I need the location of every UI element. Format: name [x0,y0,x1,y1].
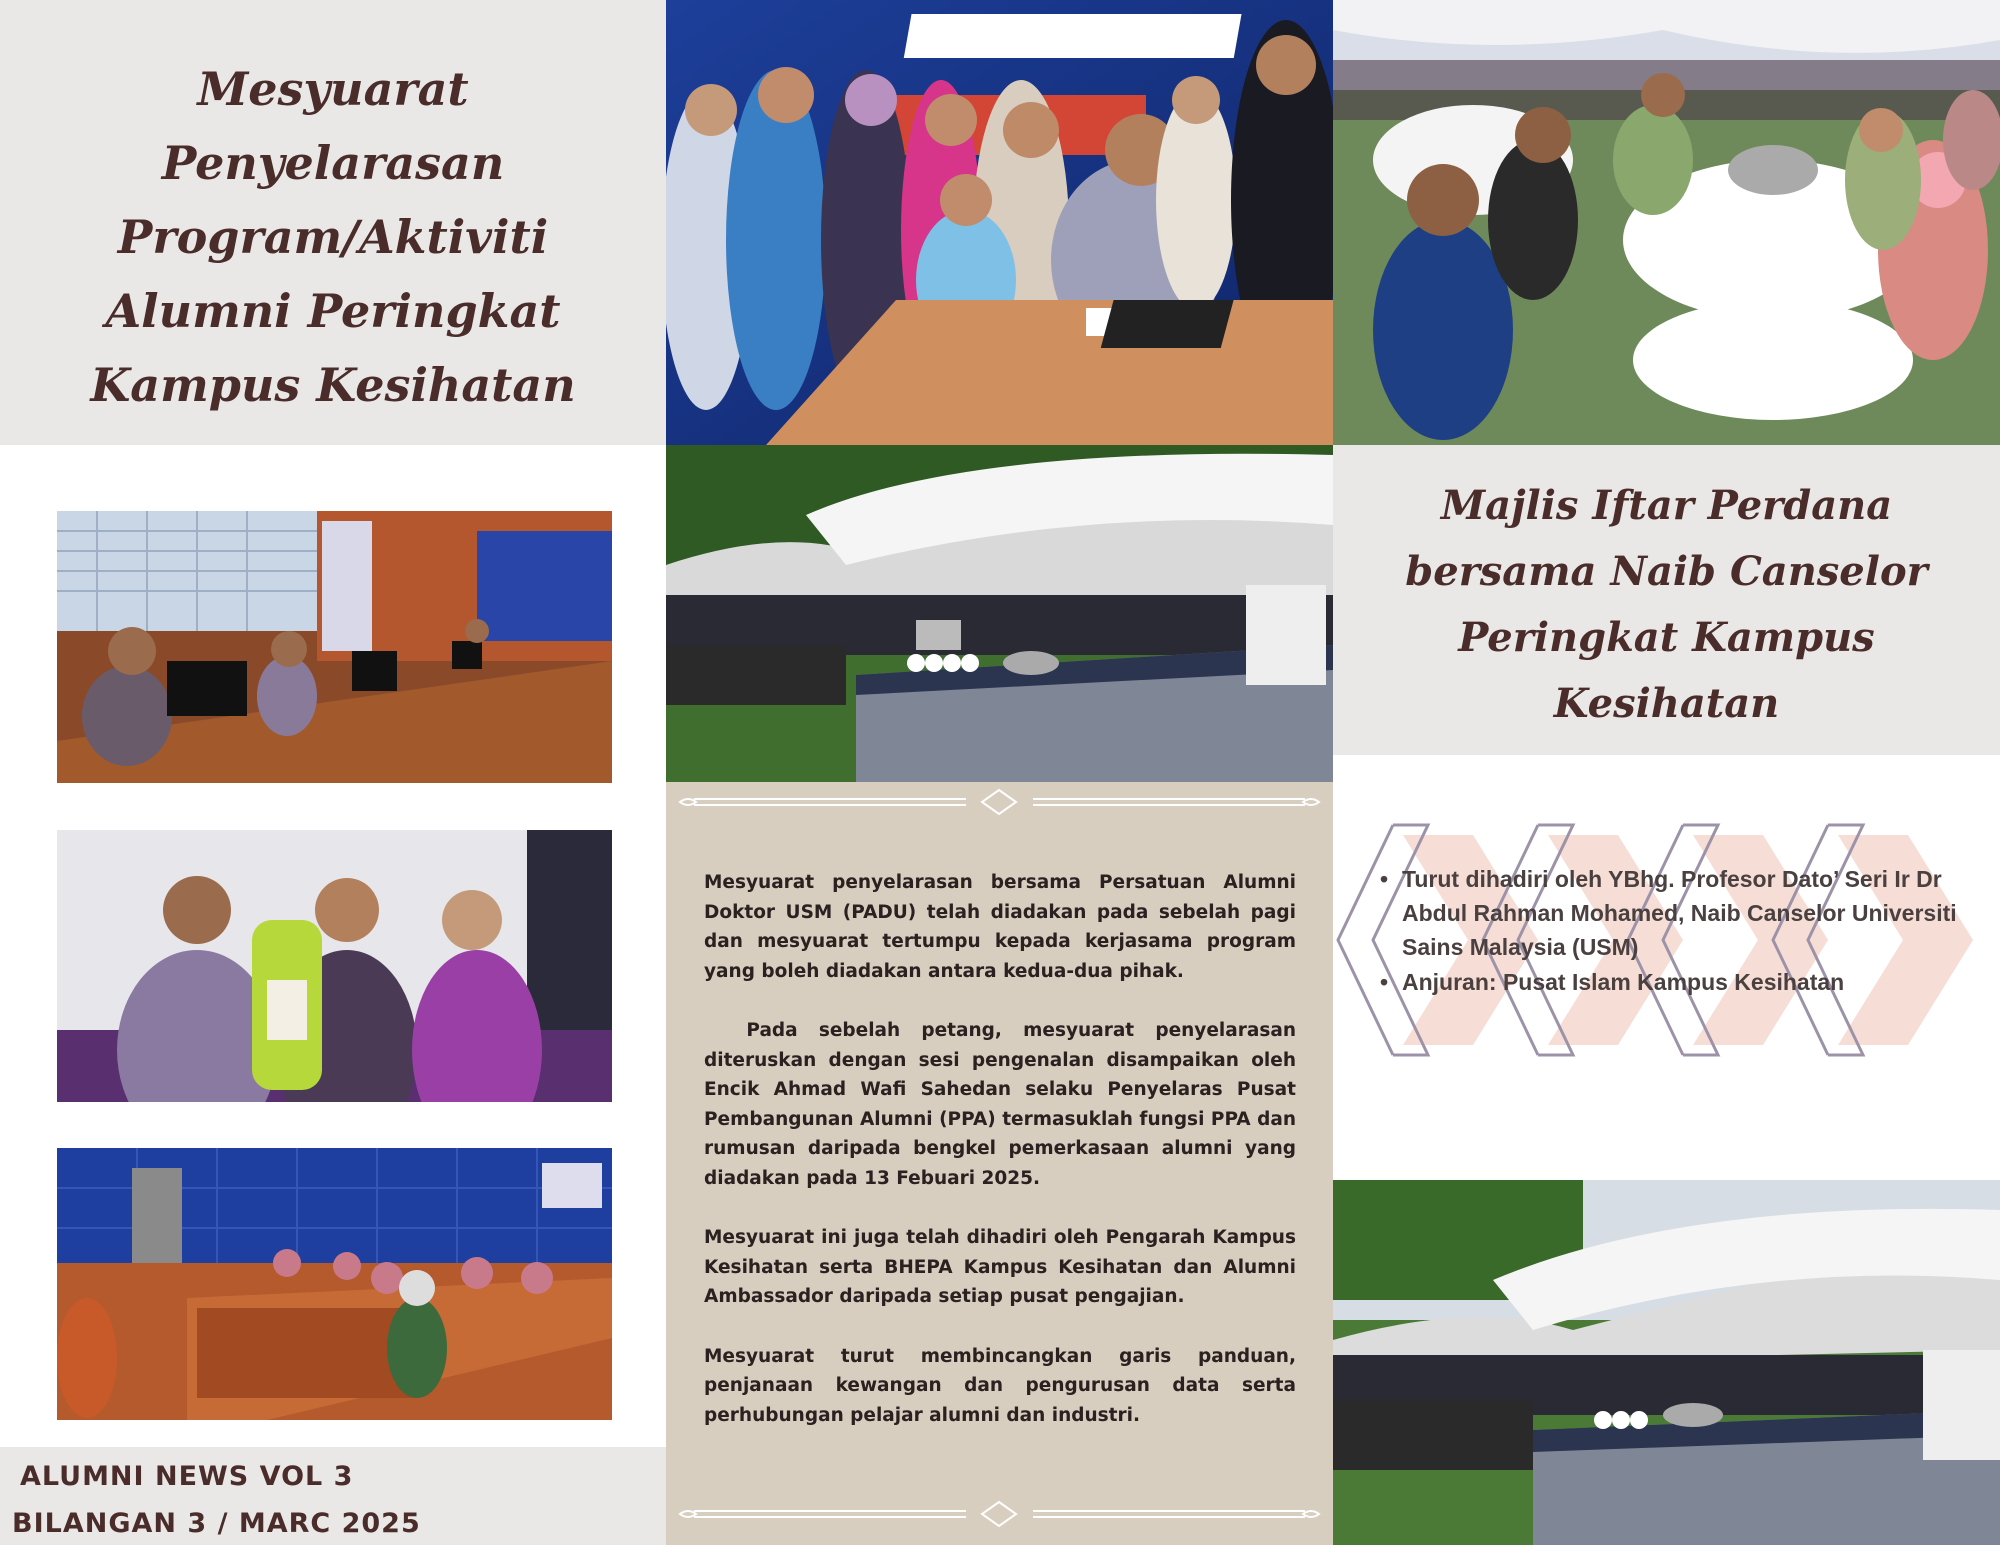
article-paragraph: Mesyuarat penyelarasan bersama Persatuan Alumni Doktor USM (PADU) telah diadakan pada sebelah pagi dan mesyuarat tertumpu kepada kerjasama program yang boleh diadakan antara kedua-dua pihak. [704,872,1296,982]
newsletter-issue: BILANGAN 3 / MARC 2025 [12,1508,421,1539]
left-title-line: Alumni Peringkat [105,284,561,338]
right-title-line: Peringkat Kampus [1458,614,1875,661]
right-title-line: Kesihatan [1553,680,1780,727]
article-paragraph: Mesyuarat turut membincangkan garis panduan, penjanaan kewangan dan pengurusan data serta perhubungan pelajar alumni dan industri. [704,1345,1296,1426]
iftar-tent-photo [1333,1180,2000,1545]
left-title [0,52,666,422]
article-panel [666,782,1333,1545]
lecture-hall-photo [57,1148,612,1420]
list-item: • Turut dihadiri oleh YBhg. Profesor Dato’ Seri Ir Dr Abdul Rahman Mohamed, Naib Canselor Universiti Sains Malaysia (USM) [1374,862,1974,964]
iftar-dining-photo [1333,0,2000,445]
meeting-room-photo-1 [57,511,612,783]
right-title [1333,473,2000,737]
newsletter-volume: ALUMNI NEWS VOL 3 [20,1461,354,1492]
list-item: • Anjuran: Pusat Islam Kampus Kesihatan [1374,965,1974,999]
buffet-tent-photo [666,445,1333,782]
article-paragraph: Pada sebelah petang, mesyuarat penyelarasan diteruskan dengan sesi pengenalan disampaikan oleh Encik Ahmad Wafi Sahedan selaku Penyelaras Pusat Pembangunan Alumni (PPA) termasuklah fungsi PPA dan rumusan daripada bengkel pemerkasaan alumni yang diadakan pada 13 Febuari 2025. [704,1020,1296,1189]
left-title-line: Program/Aktiviti [117,210,549,264]
article-body [704,868,1296,1460]
left-title-line: Kampus Kesihatan [90,358,576,412]
left-title-panel [0,0,666,445]
article-paragraph: Mesyuarat ini juga telah dihadiri oleh Pengarah Kampus Kesihatan serta BHEPA Kampus Kesihatan dan Alumni Ambassador daripada setiap pusat pengajian. [704,1227,1296,1307]
top-ornament-divider [666,788,1333,816]
footer-panel [0,1447,666,1545]
right-title-line: Majlis Iftar Perdana [1440,482,1893,529]
event-details-list [1374,862,1974,1000]
left-title-line: Penyelarasan [161,136,505,190]
bottom-ornament-divider [666,1500,1333,1528]
right-title-panel [1333,445,2000,755]
group-meeting-photo [666,0,1333,445]
award-presentation-photo [57,830,612,1102]
left-title-line: Mesyuarat [197,62,469,116]
right-title-line: bersama Naib Canselor [1405,548,1928,595]
